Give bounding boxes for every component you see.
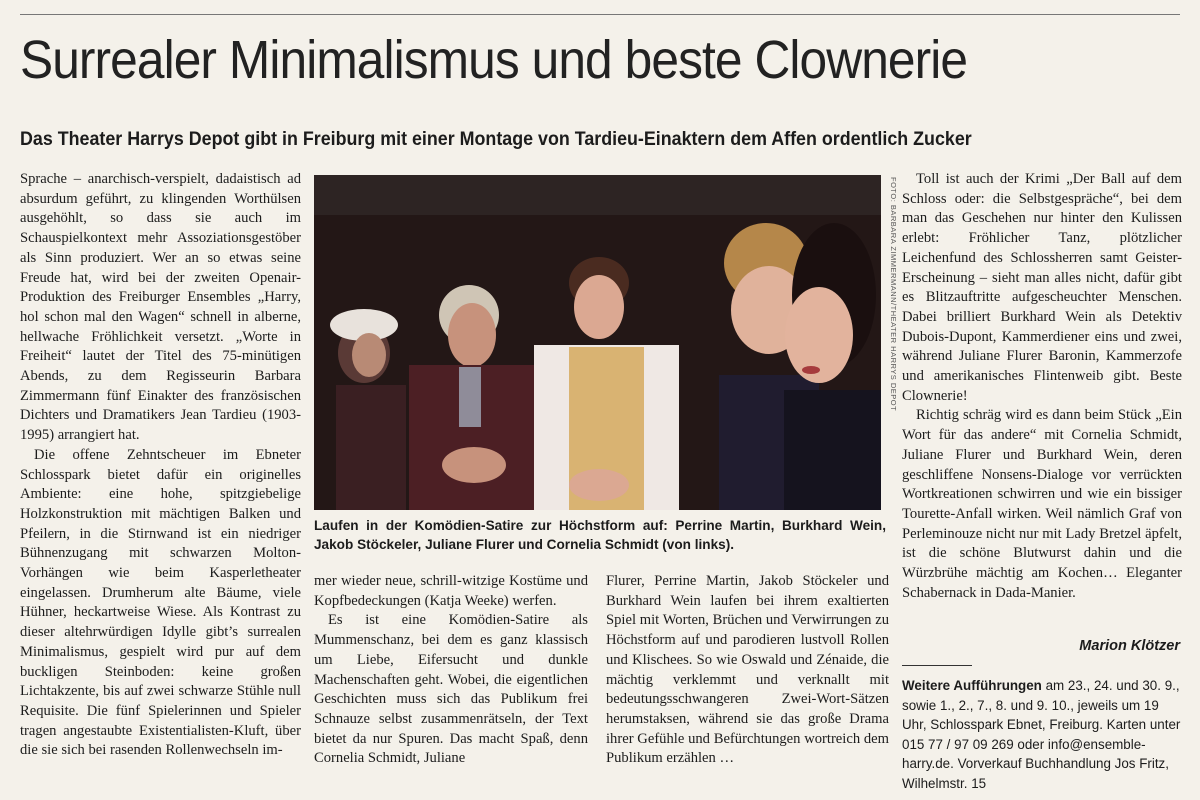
subheadline: Das Theater Harrys Depot gibt in Freiburg mit einer Montage von Tardieu-Einaktern dem Affen ordentlich Zucker	[20, 129, 972, 150]
performance-info	[902, 676, 1182, 794]
paragraph: Toll ist auch der Krimi „Der Ball auf dem Schloss oder: die Selbstgespräche“, bei dem man das Geschehen nur hinter den Kulissen erlebt: Fröhlicher Tanz, plötzlicher Leichenfund des Schlossherren samt Geister-Erscheinung – sieht man alles nicht, dafür gibt es Blitzauftritte aufgescheuchter Menschen. Dabei brilliert Burkhard Wein als Detektiv Dubois-Dupont, Kammerdiener eins und zwei, während Juliane Flurer Baronin, Kammerzofe und amerikanisches Flintenweib gibt. Beste Clownerie!	[902, 171, 1182, 404]
author-byline: Marion Klötzer	[1079, 638, 1180, 654]
paragraph: Flurer, Perrine Martin, Jakob Stöckeler und Burkhard Wein laufen bei ihrem exaltierten Spiel mit Worten, Brüchen und Verwirrungen zu Höchstform auf und parodieren lustvoll Rollen und Klischees. So wie Oswald und Zénaide, die mächtig verklemmt und verknallt mit bedeutungsschwangeren Zwei-Wort-Sätzen herumstaksen, während sie das große Drama ihrer Gefühle und Befürchtungen wortreich dem Publikum erzählen …	[606, 573, 889, 767]
info-label: Weitere Aufführungen	[902, 678, 1042, 693]
article-column-4	[902, 170, 1182, 603]
paragraph: Es ist eine Komödien-Satire als Mummenschanz, bei dem es ganz klassisch um Liebe, Eifersucht und dunkle Machenschaften geht. Wobei, die eigentlichen Geschichten muss sich das Publikum frei Schnauze selbst zusammenrätseln, der Text bietet da nur Spuren. Das macht Spaß, denn Cornelia Schmidt, Juliane	[314, 612, 588, 767]
actors-photo-illustration	[314, 175, 881, 510]
photo-caption: Laufen in der Komödien-Satire zur Höchstform auf: Perrine Martin, Burkhard Wein, Jakob Stöckeler, Juliane Flurer und Cornelia Schmidt (von links).	[314, 518, 886, 552]
info-text: am 23., 24. und 30. 9., sowie 1., 2., 7., 8. und 9. 10., jeweils um 19 Uhr, Schlosspark Ebnet, Freiburg. Karten unter 015 77 / 97 09 269 oder info@ensemble-harry.de. Vorverkauf Buchhandlung Jos Fritz, Wilhelmstr. 15	[902, 678, 1181, 791]
article-column-1	[20, 170, 301, 761]
article-column-3	[606, 572, 889, 769]
paragraph: mer wieder neue, schrill-witzige Kostüme und Kopfbedeckungen (Katja Weeke) werfen.	[314, 573, 588, 609]
photo-credit: FOTO: BARBARA ZIMMERMANN/THEATER HARRYS DEPOT	[889, 177, 898, 412]
divider	[902, 665, 972, 666]
paragraph: Sprache – anarchisch-verspielt, dadaistisch ad absurdum geführt, zu klingenden Worthülsen ausgehöhlt, so dass sie auch im Schauspielkontext mehr Assoziationsgestöber als Sinn produziert. Wer an so etwas seine Freude hat, wird bei der zweiten Openair-Produktion des Freiburger Ensembles „Harry, hol schon mal den Wagen“ schnell in alberne, hellwache Fröhlichkeit versetzt. „Worte in Freiheit“ lautet der Titel des 75-minütigen Abends, zu dem Regisseurin Barbara Zimmermann fünf Einakter des französischen Dichters und Dramatikers Jean Tardieu (1903-1995) arrangiert hat.	[20, 171, 301, 444]
paragraph: Die offene Zehntscheuer im Ebneter Schlosspark bietet dafür ein originelles Ambiente: eine hohe, spitzgiebelige Holzkonstruktion mit mächtigen Balken und Pfeilern, in die Stirnwand ist ein niedriger Bühnenzugang mit schwarzen Molton-Vorhängen wie beim Kasperletheater eingelassen. Drumherum alte Bäume, viele Hühner, heckartweise Wiese. Als Kontrast zu dieser altehrwürdigen Idylle gibt’s surrealen Minimalismus, gespielt wird pur auf dem buckligen Steinboden: keine großen Lichtakzente, bis auf zwei schwarze Stühle null Requisite. Die fünf Spielerinnen und Spieler tragen angestaubte Existentialisten-Kluft, über die sie sich bei rasenden Rollenwechseln im-	[20, 446, 301, 759]
headline: Surrealer Minimalismus und beste Clownerie	[20, 30, 968, 90]
article-column-2	[314, 572, 588, 769]
paragraph: Richtig schräg wird es dann beim Stück „Ein Wort für das andere“ mit Cornelia Schmidt, Juliane Flurer und Burkhard Wein, deren geschliffene Nonsens-Dialoge vor verrückten Wortkreationen schwirren und wie ein bissiger Tourette-Anfall wirken. Weil nämlich Graf von Perleminouze nicht nur mit Lady Bretzel äpfelt, ist die schöne Blutwurst dahin und die Würzbrühe mächtig am Kochen… Eleganter Schabernack in Dada-Manier.	[902, 407, 1182, 601]
article-photo	[314, 175, 881, 510]
top-rule	[20, 14, 1180, 15]
